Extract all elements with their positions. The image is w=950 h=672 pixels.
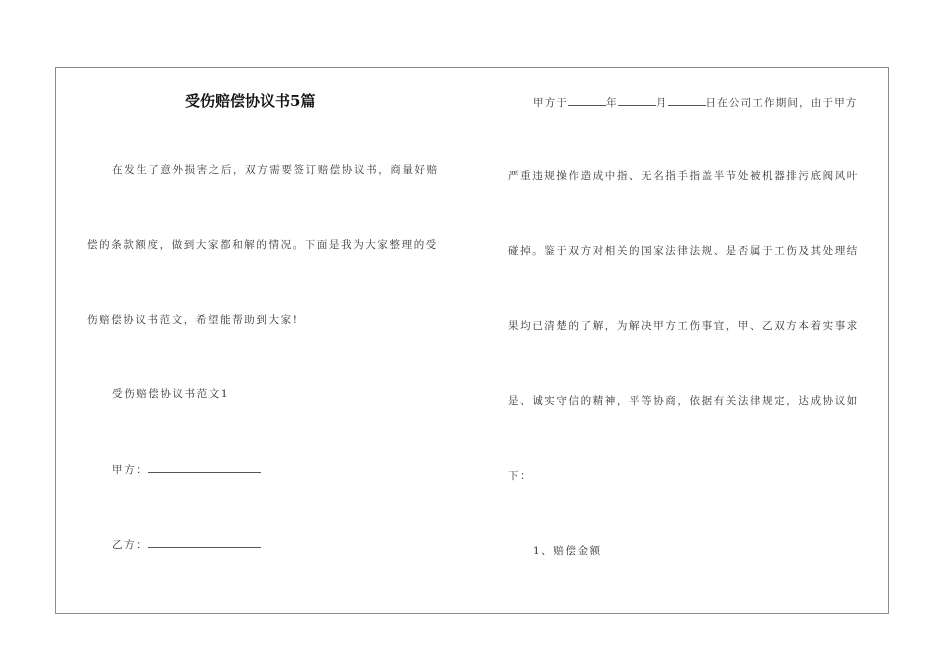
- party-b-line: [112, 536, 261, 552]
- month-label: 月: [655, 97, 668, 109]
- intro-line-3: 伤赔偿协议书范文，希望能帮助到大家!: [87, 314, 299, 326]
- party-b-blank: [148, 536, 261, 548]
- party-a-blank: [148, 461, 261, 473]
- body-line-1: 严重违规操作造成中指、无名指手指盖半节处被机器排污底阀风叶: [508, 170, 859, 182]
- sample-title: 受伤赔偿协议书范文1: [112, 388, 230, 400]
- page-frame: [55, 67, 889, 614]
- section-heading: 1、赔偿金额: [533, 545, 602, 557]
- year-blank: [568, 94, 606, 106]
- document-title: 受伤赔偿协议书5篇: [185, 92, 316, 110]
- body-line-5: 下：: [508, 470, 533, 482]
- date-prefix: 甲方于: [533, 97, 569, 109]
- body-line-4: 是、诚实守信的精神，平等协商，依据有关法律规定，达成协议如: [508, 395, 859, 407]
- intro-line-2: 偿的条款额度，做到大家都和解的情况。下面是我为大家整理的受: [87, 239, 438, 251]
- right-first-line: [533, 94, 858, 110]
- party-a-label: 甲方：: [112, 464, 149, 476]
- year-label: 年: [606, 97, 618, 109]
- intro-line-1: 在发生了意外损害之后，双方需要签订赔偿协议书，商量好赔: [112, 164, 439, 176]
- month-blank: [618, 94, 656, 106]
- date-suffix: 日在公司工作期间，由于甲方: [705, 97, 858, 109]
- party-b-label: 乙方：: [112, 539, 149, 551]
- body-line-2: 碰掉。鉴于双方对相关的国家法律法规、是否属于工伤及其处理结: [508, 245, 859, 257]
- party-a-line: [112, 461, 261, 477]
- body-line-3: 果均已清楚的了解，为解决甲方工伤事宜，甲、乙双方本着实事求: [508, 320, 859, 332]
- day-blank: [668, 94, 706, 106]
